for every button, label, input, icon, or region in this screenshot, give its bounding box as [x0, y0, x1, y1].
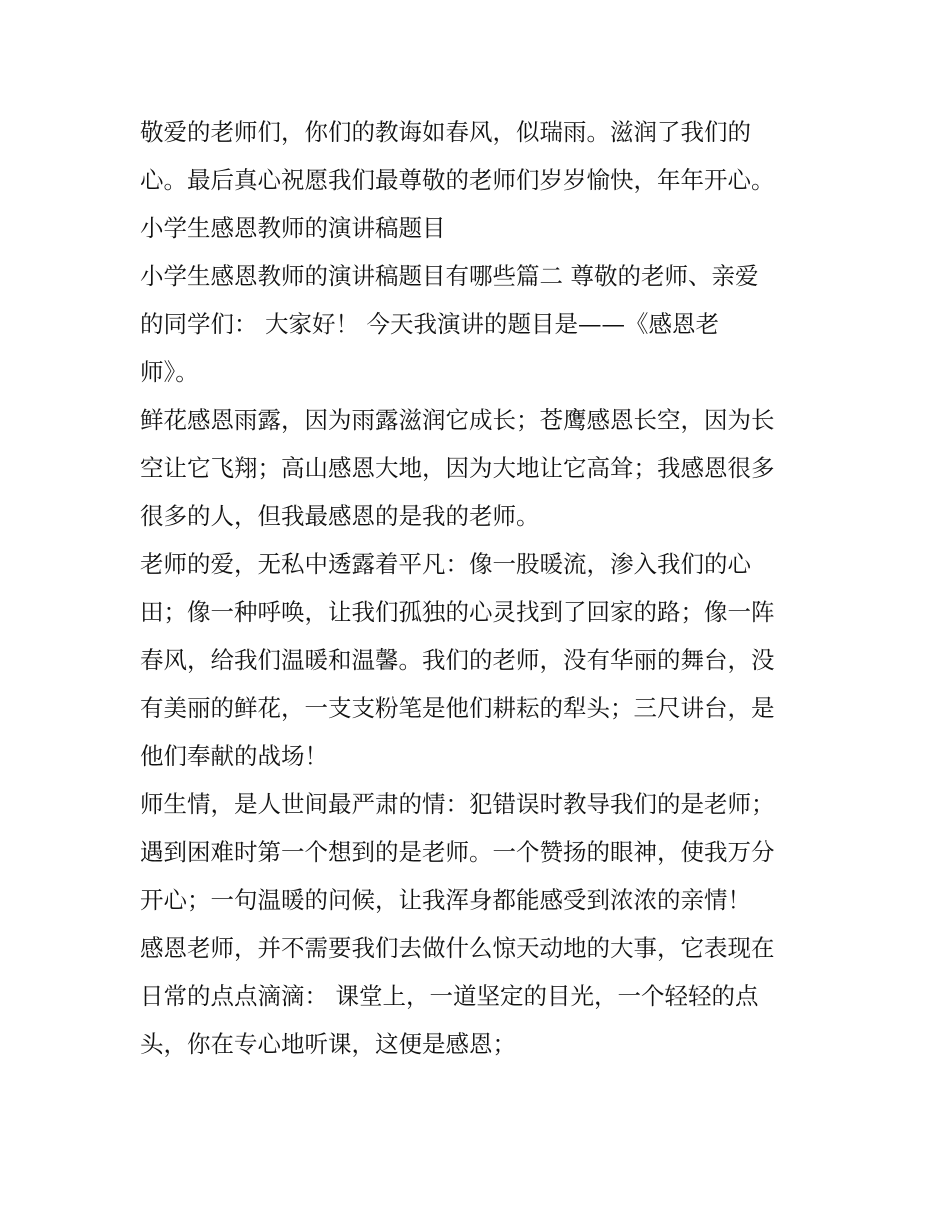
document-body — [140, 108, 820, 1068]
text-line: 有美丽的鲜花，一支支粉笔是他们耕耘的犁头；三尺讲台，是 — [140, 694, 775, 722]
text-line: 小学生感恩教师的演讲稿题目有哪些篇二 尊敬的老师、亲爱 — [140, 262, 759, 290]
text-line: 日常的点点滴滴： 课堂上，一道坚定的目光，一个轻轻的点 — [140, 982, 759, 1010]
text-line: 春风，给我们温暖和温馨。我们的老师，没有华丽的舞台，没 — [140, 646, 775, 674]
text-line: 很多的人，但我最感恩的是我的老师。 — [140, 502, 540, 530]
text-line: 感恩老师，并不需要我们去做什么惊天动地的大事，它表现在 — [140, 934, 775, 962]
text-line: 敬爱的老师们，你们的教诲如春风，似瑞雨。滋润了我们的 — [140, 118, 751, 146]
text-line: 空让它飞翔；高山感恩大地，因为大地让它高耸；我感恩很多 — [140, 454, 775, 482]
text-line: 师》。 — [140, 358, 199, 386]
text-line: 老师的爱，无私中透露着平凡：像一股暖流，渗入我们的心 — [140, 550, 751, 578]
section-heading: 小学生感恩教师的演讲稿题目 — [140, 214, 446, 242]
text-line: 鲜花感恩雨露，因为雨露滋润它成长；苍鹰感恩长空，因为长 — [140, 406, 775, 434]
text-line: 头，你在专心地听课，这便是感恩； — [140, 1030, 516, 1058]
text-line: 他们奉献的战场！ — [140, 742, 328, 770]
text-line: 心。最后真心祝愿我们最尊敬的老师们岁岁愉快，年年开心。 — [140, 166, 775, 194]
text-line: 田；像一种呼唤，让我们孤独的心灵找到了回家的路；像一阵 — [140, 598, 775, 626]
text-line: 师生情，是人世间最严肃的情：犯错误时教导我们的是老师； — [140, 790, 775, 818]
text-line: 的同学们： 大家好！ 今天我演讲的题目是——《感恩老 — [140, 310, 719, 338]
text-line: 遇到困难时第一个想到的是老师。一个赞扬的眼神，使我万分 — [140, 838, 775, 866]
text-line: 开心；一句温暖的问候，让我浑身都能感受到浓浓的亲情！ — [140, 886, 751, 914]
